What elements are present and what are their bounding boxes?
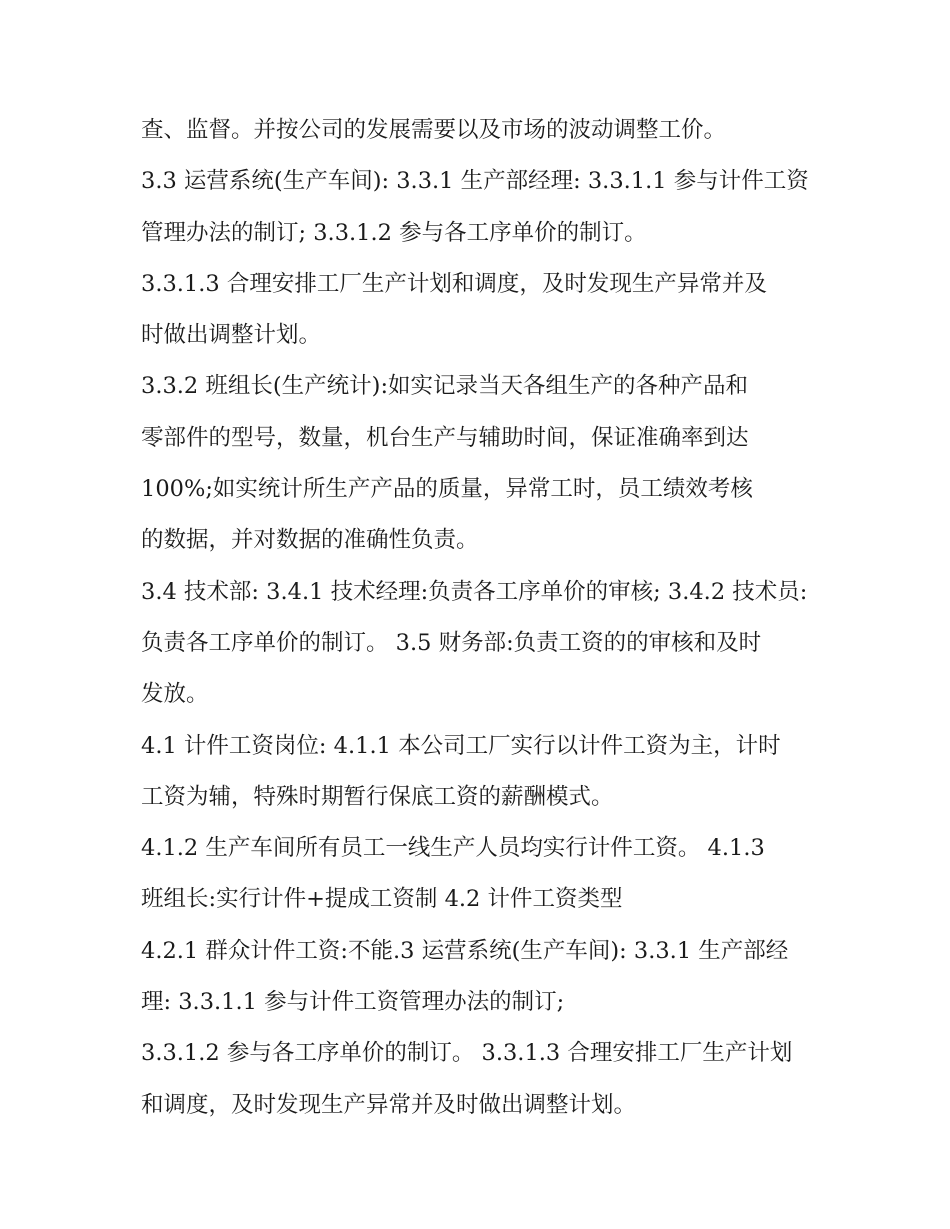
text-line: 3.3 运营系统(生产车间): 3.3.1 生产部经理: 3.3.1.1 参与计件工资 [141,168,809,195]
document-body [141,105,821,1131]
text-line: 3.3.2 班组长(生产统计):如实记录当天各组生产的各种产品和 [141,373,749,400]
text-line: 3.4 技术部: 3.4.1 技术经理:负责各工序单价的审核; 3.4.2 技术员: [141,578,808,605]
text-line: 4.2.1 群众计件工资:不能.3 运营系统(生产车间): 3.3.1 生产部经 [141,937,789,964]
text-line: 查、监督。并按公司的发展需要以及市场的波动调整工价。 [141,117,727,143]
text-line: 理: 3.3.1.1 参与计件工资管理办法的制订; [141,989,565,1016]
text-line: 班组长:实行计件+提成工资制 4.2 计件工资类型 [141,886,623,913]
text-line: 3.3.1.3 合理安排工厂生产计划和调度，及时发现生产异常并及 [141,270,767,297]
text-line: 100%;如实统计所生产产品的质量，异常工时，员工绩效考核 [141,476,753,503]
text-line: 发放。 [141,681,209,708]
text-line: 工资为辅，特殊时期暂行保底工资的薪酬模式。 [141,783,614,810]
text-line: 4.1 计件工资岗位: 4.1.1 本公司工厂实行以计件工资为主，计时 [141,732,781,759]
text-line: 负责各工序单价的制订。 3.5 财务部:负责工资的的审核和及时 [141,629,762,656]
text-line: 管理办法的制订; 3.3.1.2 参与各工序单价的制订。 [141,219,647,246]
text-line: 和调度，及时发现生产异常并及时做出调整计划。 [141,1091,637,1118]
text-line: 零部件的型号，数量，机台生产与辅助时间，保证准确率到达 [141,424,749,451]
text-line: 时做出调整计划。 [141,322,322,349]
text-line: 4.1.2 生产车间所有员工一线生产人员均实行计件工资。 4.1.3 [141,835,765,862]
text-line: 3.3.1.2 参与各工序单价的制订。 3.3.1.3 合理安排工厂生产计划 [141,1040,793,1067]
text-line: 的数据，并对数据的准确性负责。 [141,527,479,554]
